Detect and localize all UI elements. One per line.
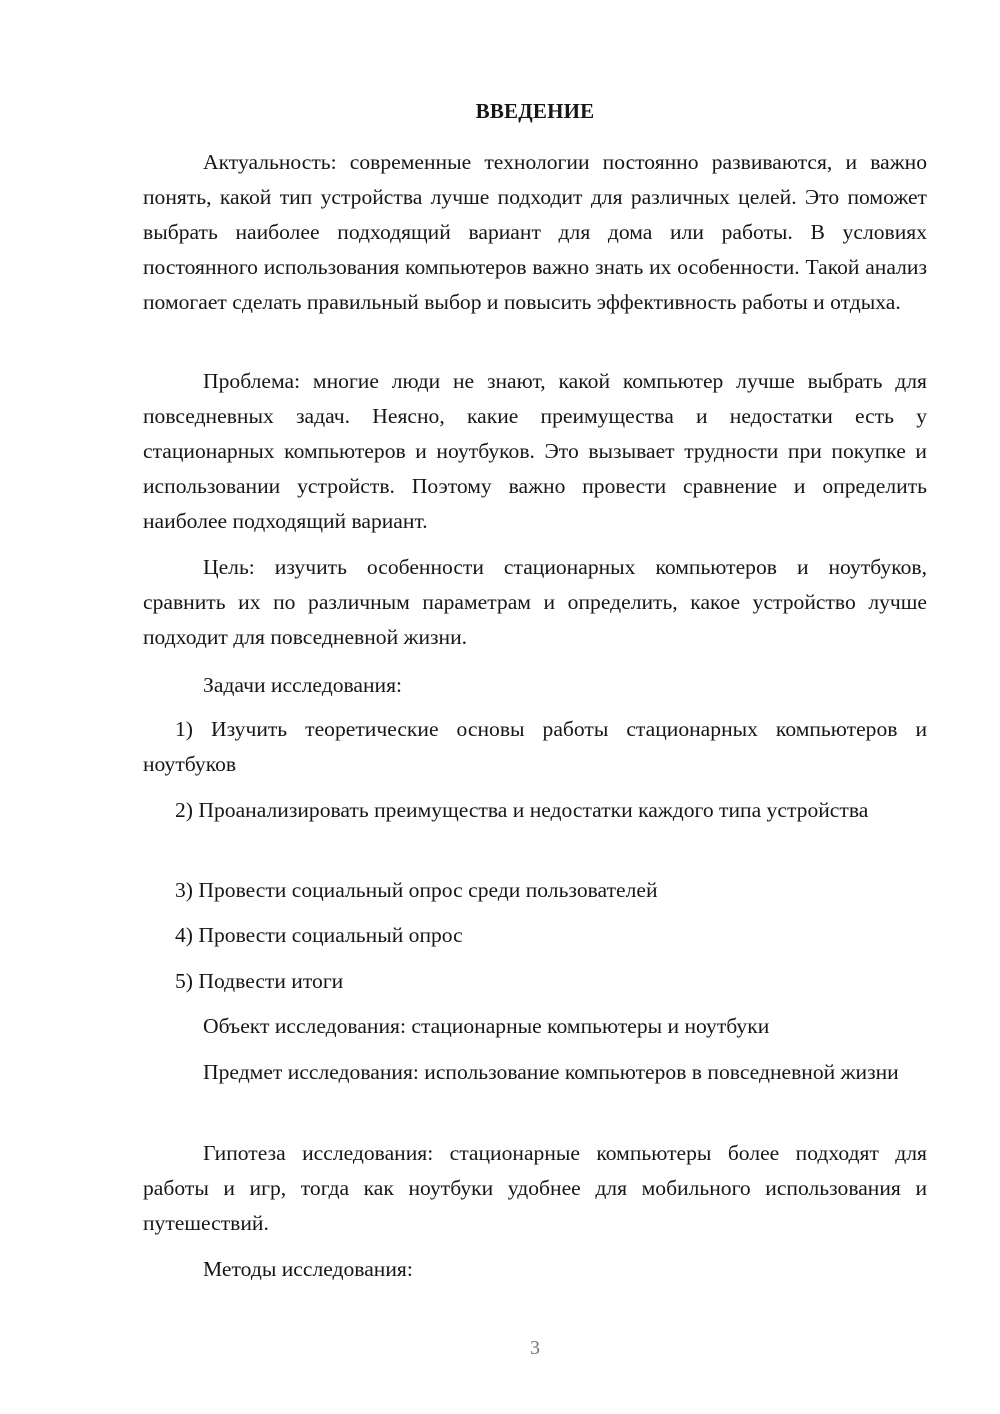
paragraph-object: Объект исследования: стационарные компьютеры и ноутбуки bbox=[203, 1014, 770, 1038]
task-item-4: 4) Провести социальный опрос bbox=[175, 923, 463, 947]
document-page bbox=[143, 0, 927, 1414]
task-item-5: 5) Подвести итоги bbox=[175, 969, 344, 993]
tasks-heading: Задачи исследования: bbox=[203, 673, 403, 697]
task-item-1: 1) Изучить теоретические основы работы стационарных компьютеров и ноутбуков bbox=[143, 717, 927, 776]
paragraph-relevance: Актуальность: современные технологии постоянно развиваются, и важно понять, какой тип устройства лучше подходит для различных целей. Это поможет выбрать наиболее подходящий вариант для дома или работы. В условиях постоянного использования компьютеров важно знать их особенности. Такой анализ помогает сделать правильный выбор и повысить эффективность работы и отдыха. bbox=[143, 150, 927, 314]
paragraph-hypothesis: Гипотеза исследования: стационарные компьютеры более подходят для работы и игр, тогда как ноутбуки удобнее для мобильного использования и путешествий. bbox=[143, 1141, 927, 1235]
paragraph-problem: Проблема: многие люди не знают, какой компьютер лучше выбрать для повседневных задач. Неясно, какие преимущества и недостатки есть у стационарных компьютеров и ноутбуков. Это вызывает трудности при покупке и использовании устройств. Поэтому важно провести сравнение и определить наиболее подходящий вариант. bbox=[143, 369, 927, 533]
paragraph-goal: Цель: изучить особенности стационарных компьютеров и ноутбуков, сравнить их по различным параметрам и определить, какое устройство лучше подходит для повседневной жизни. bbox=[143, 555, 927, 649]
task-item-2: 2) Проанализировать преимущества и недостатки каждого типа устройства bbox=[175, 798, 869, 822]
page-number: 3 bbox=[530, 1337, 540, 1359]
methods-heading: Методы исследования: bbox=[203, 1257, 413, 1281]
page-title: ВВЕДЕНИЕ bbox=[475, 99, 595, 123]
paragraph-subject: Предмет исследования: использование компьютеров в повседневной жизни bbox=[203, 1060, 899, 1084]
task-item-3: 3) Провести социальный опрос среди пользователей bbox=[175, 878, 658, 902]
